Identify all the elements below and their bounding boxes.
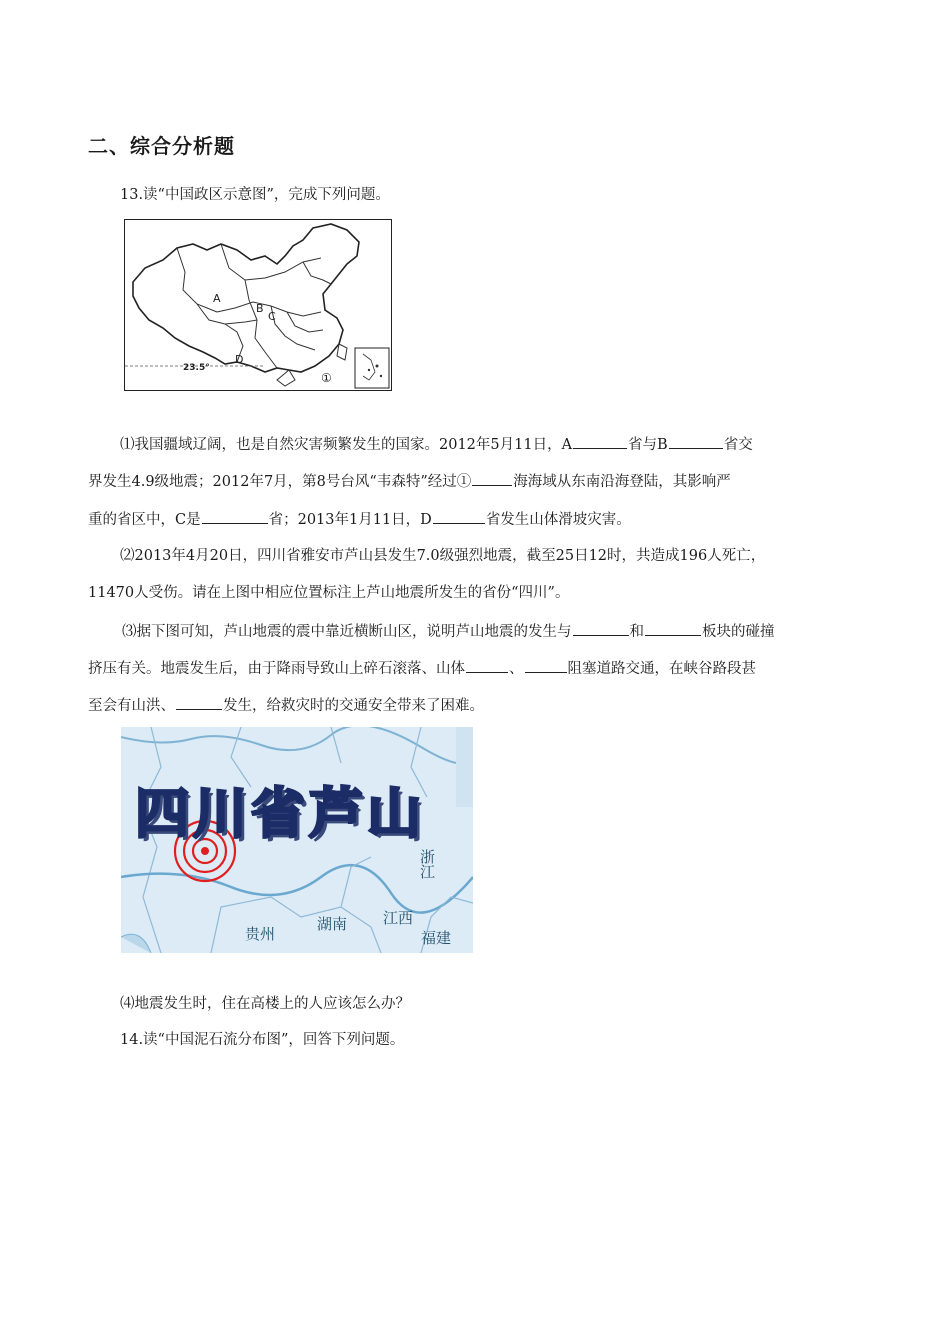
q13-part4: ⑷地震发生时，住在高楼上的人应该怎么办？ xyxy=(120,996,410,1012)
blank-province-a[interactable] xyxy=(573,434,627,449)
question-14-stem: 14.读“中国泥石流分布图”，回答下列问题。 xyxy=(120,1032,405,1048)
q13-part2-line2: 11470人受伤。请在上图中相应位置标注上芦山地震所发生的省份“四川”。 xyxy=(88,585,570,601)
blank-disaster-2[interactable] xyxy=(525,658,567,673)
lushan-earthquake-map xyxy=(121,727,473,953)
map-latitude-label: 23.5° xyxy=(183,363,210,373)
question-13-stem: 13.读“中国政区示意图”，完成下列问题。 xyxy=(120,187,390,203)
q13-part3-line1: ⑶据下图可知，芦山地震的震中靠近横断山区，说明芦山地震的发生与 和 板块的碰撞 xyxy=(122,621,775,642)
blank-plate-2[interactable] xyxy=(645,621,701,636)
map-sea-marker: ① xyxy=(321,371,332,385)
map-label-b: B xyxy=(256,302,264,315)
epicenter-dot xyxy=(201,847,209,855)
q13-part2-line1: ⑵2013年4月20日，四川省雅安市芦山县发生7.0级强烈地震，截至25日12时，共造成196人死亡， xyxy=(120,548,766,564)
province-label-jiangxi: 江西 xyxy=(383,909,414,927)
blank-disaster-1[interactable] xyxy=(466,658,508,673)
q13-part3-line3: 至会有山洪、 发生，给救灾时的交通安全带来了困难。 xyxy=(88,695,484,716)
map-label-a: A xyxy=(213,292,221,305)
province-label-zhejiang: 浙江 xyxy=(418,849,436,879)
province-label-hunan: 湖南 xyxy=(317,915,348,933)
section-title: 二、综合分析题 xyxy=(88,134,235,158)
blank-disaster-3[interactable] xyxy=(176,695,222,710)
blank-province-b[interactable] xyxy=(669,434,723,449)
map-label-d: D xyxy=(235,353,244,366)
map-label-c: C xyxy=(268,310,276,323)
earthquake-map-title: 四川省芦山 xyxy=(135,782,425,845)
blank-province-c[interactable] xyxy=(202,509,268,524)
province-label-guizhou: 贵州 xyxy=(245,925,276,943)
q13-part3-line2: 挤压有关。地震发生后，由于降雨导致山上碎石滚落、山体 、 阻塞道路交通，在峡谷路段甚 xyxy=(88,658,756,679)
blank-sea[interactable] xyxy=(472,471,512,486)
q13-part1-line2: 界发生4.9级地震；2012年7月，第8号台风“韦森特”经过① 海海域从东南沿海登陆，其影响严 xyxy=(88,471,731,492)
q13-part1-line1: ⑴我国疆域辽阔，也是自然灾害频繁发生的国家。2012年5月11日，A 省与B 省交 xyxy=(120,434,753,455)
china-political-map xyxy=(124,219,392,391)
china-outline-svg xyxy=(125,220,391,390)
blank-plate-1[interactable] xyxy=(573,621,629,636)
blank-province-d[interactable] xyxy=(433,509,485,524)
province-label-fujian: 福建 xyxy=(421,929,452,947)
q13-part1-line3: 重的省区中，C是 省；2013年1月11日，D 省发生山体滑坡灾害。 xyxy=(88,509,631,530)
